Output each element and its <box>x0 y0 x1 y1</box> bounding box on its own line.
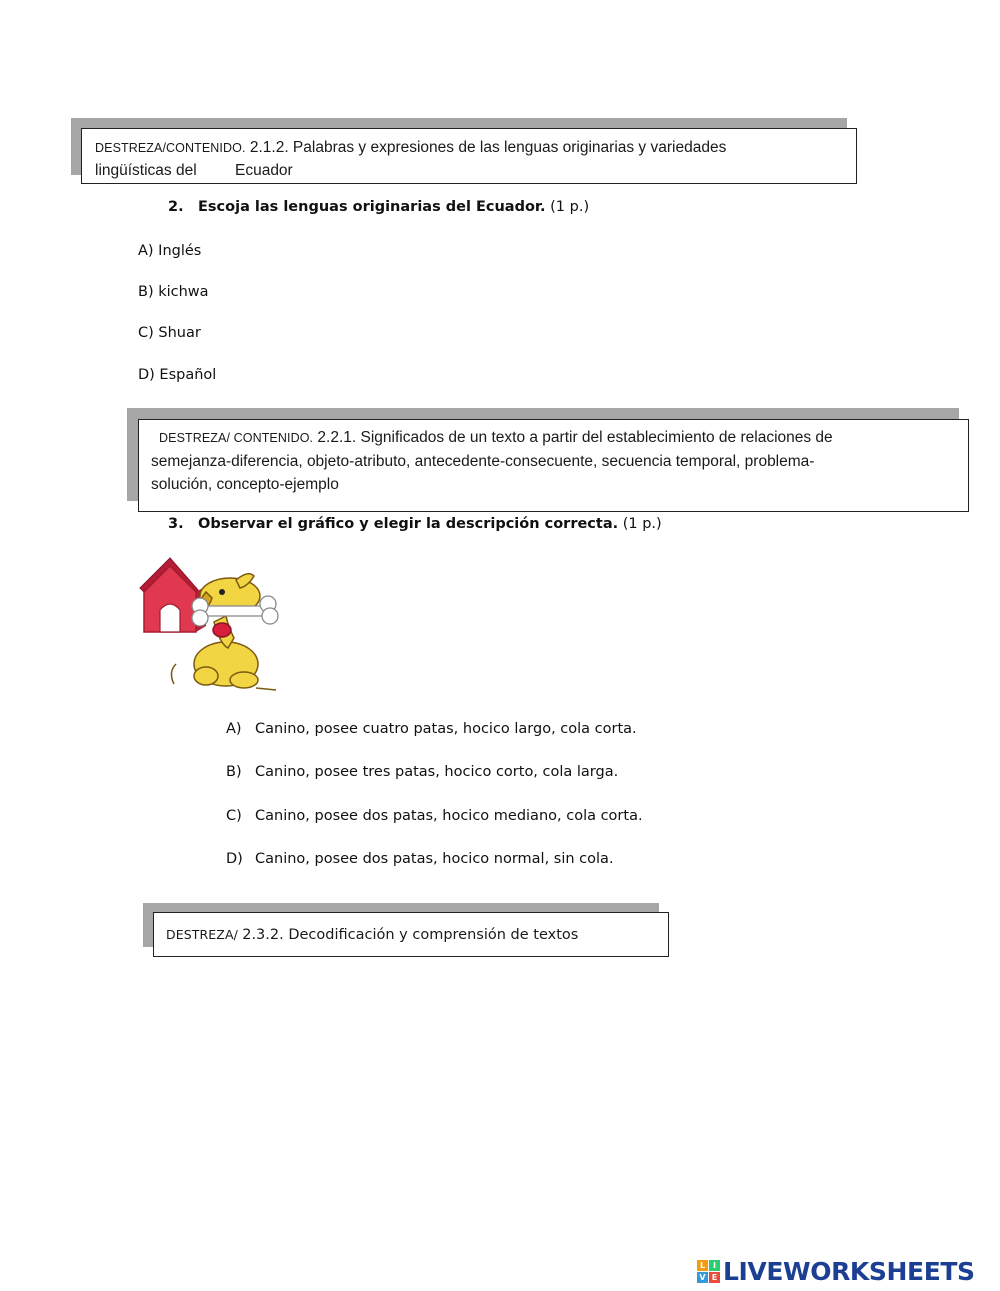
section2-line1 <box>151 426 956 450</box>
question2-points: (1 p.) <box>550 199 590 215</box>
section3-tag: DESTREZA/ <box>166 927 238 942</box>
question3-option-a-letter: A) <box>226 721 242 737</box>
dog-doghouse-illustration <box>136 556 284 696</box>
section3-text: 2.3.2. Decodificación y comprensión de textos <box>242 927 579 943</box>
question3-option-c[interactable] <box>226 808 643 824</box>
section2-text-line1: 2.2.1. Significados de un texto a partir del establecimiento de relaciones de <box>317 429 833 446</box>
question3-option-b-letter: B) <box>226 764 242 780</box>
question3-option-d[interactable] <box>226 851 614 867</box>
logo-letter-v: V <box>697 1272 708 1283</box>
question3-option-c-text: Canino, posee dos patas, hocico mediano, cola corta. <box>255 808 643 824</box>
section1-line2 <box>95 159 844 182</box>
question3-points: (1 p.) <box>622 516 662 532</box>
question3-heading <box>168 516 662 532</box>
question3-option-b-text: Canino, posee tres patas, hocico corto, cola larga. <box>255 764 619 780</box>
question2-heading <box>168 199 589 215</box>
question3-option-a-text: Canino, posee cuatro patas, hocico largo, cola corta. <box>255 721 637 737</box>
question2-text: Escoja las lenguas originarias del Ecuador. <box>198 199 546 215</box>
section2-tag: DESTREZA/ CONTENIDO. <box>159 431 314 445</box>
section1-text-line2b: Ecuador <box>234 162 293 179</box>
question2-option-c[interactable]: C) Shuar <box>138 325 201 341</box>
question3-text: Observar el gráfico y elegir la descripción correcta. <box>198 516 619 532</box>
section2-skill-box <box>138 419 969 512</box>
logo-letter-l: L <box>697 1260 708 1271</box>
logo-letter-e: E <box>709 1272 720 1283</box>
question2-option-d[interactable]: D) Español <box>138 367 217 383</box>
section1-tag: DESTREZA/CONTENIDO. <box>95 141 246 155</box>
logo-letter-i: I <box>709 1260 720 1271</box>
question3-option-c-letter: C) <box>226 808 242 824</box>
section2-text-line2: semejanza-diferencia, objeto-atributo, antecedente-consecuente, secuencia temporal, problema- <box>151 453 815 470</box>
question2-option-a[interactable]: A) Inglés <box>138 243 202 259</box>
question2-option-b[interactable]: B) kichwa <box>138 284 209 300</box>
liveworksheets-logo[interactable] <box>697 1256 975 1286</box>
section3-skill-box <box>153 912 669 957</box>
section1-text-line2a: lingüísticas del <box>95 162 197 179</box>
logo-text: LIVEWORKSHEETS <box>723 1256 975 1286</box>
section1-line1 <box>95 136 844 160</box>
question3-number: 3. <box>168 516 184 532</box>
question3-option-b[interactable] <box>226 764 618 780</box>
question3-option-d-text: Canino, posee dos patas, hocico normal, sin cola. <box>255 851 614 867</box>
question3-option-d-letter: D) <box>226 851 243 867</box>
section2-text-line3: solución, concepto-ejemplo <box>151 476 339 493</box>
section1-text-line1: 2.1.2. Palabras y expresiones de las lenguas originarias y variedades <box>249 139 727 156</box>
question3-option-a[interactable] <box>226 721 637 737</box>
question2-number: 2. <box>168 199 184 215</box>
logo-grid-icon <box>697 1260 720 1283</box>
section1-skill-box <box>81 128 857 184</box>
